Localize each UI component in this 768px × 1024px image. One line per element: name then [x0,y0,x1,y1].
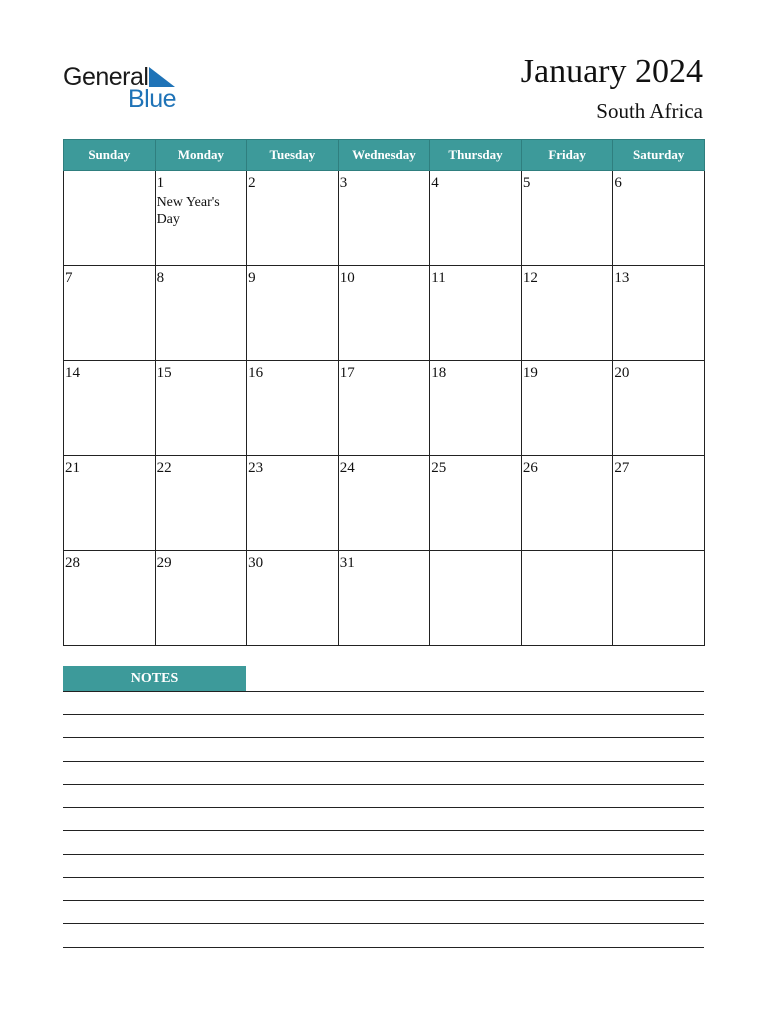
day-cell [338,361,430,456]
day-cell [613,266,705,361]
day-number: 6 [614,175,622,191]
day-number: 1 [156,175,165,191]
day-number: 21 [65,460,80,476]
calendar-week [64,171,705,266]
notes-line [63,691,704,692]
day-cell [521,171,613,266]
weekday-header: Friday [521,140,613,171]
day-cell [613,361,705,456]
day-number: 16 [248,365,264,381]
day-cell [64,171,156,266]
day-cell [64,551,156,646]
day-number [64,171,155,174]
day-cell [155,456,247,551]
day-cell [247,361,339,456]
day-number: 10 [339,270,355,286]
day-cell [521,456,613,551]
notes-line [63,877,704,878]
weekday-header: Saturday [613,140,705,171]
notes-line [63,784,704,785]
day-number: 29 [156,555,172,571]
calendar-week [64,361,705,456]
day-cell [155,551,247,646]
day-cell [155,171,247,266]
day-number: 22 [156,460,172,476]
weekday-header: Wednesday [338,140,430,171]
day-number: 24 [339,460,355,476]
notes-line [63,854,704,855]
day-cell [247,551,339,646]
day-number: 5 [522,175,531,191]
day-number: 30 [248,555,264,571]
day-cell [247,266,339,361]
day-number: 7 [65,270,73,286]
weekday-header: Monday [155,140,247,171]
month-title: January 2024 [520,53,703,90]
logo-general-text: General [63,63,149,91]
day-number [613,551,704,554]
day-number: 31 [339,555,355,571]
notes-line [63,830,704,831]
day-number: 20 [614,365,630,381]
day-cell [430,171,522,266]
calendar-week [64,551,705,646]
day-cell [430,361,522,456]
day-cell [247,456,339,551]
calendar-week [64,266,705,361]
day-cell [613,551,705,646]
day-number: 8 [156,270,165,286]
day-number: 9 [248,270,256,286]
day-cell [430,551,522,646]
day-cell [155,266,247,361]
day-cell [613,171,705,266]
day-number: 26 [522,460,538,476]
notes-header: NOTES [63,666,246,691]
weekday-header-row [64,140,705,171]
country-name: South Africa [596,99,703,123]
notes-line [63,900,704,901]
day-number: 4 [431,175,439,191]
day-cell [64,266,156,361]
calendar-week [64,456,705,551]
weekday-header: Thursday [430,140,522,171]
day-cell [521,551,613,646]
day-number: 13 [614,270,630,286]
day-cell [247,171,339,266]
logo-blue-text: Blue [128,85,177,113]
notes-line [63,923,704,924]
day-cell [521,266,613,361]
day-cell [64,361,156,456]
day-number: 11 [431,270,446,286]
day-number: 27 [614,460,630,476]
day-number: 12 [522,270,538,286]
generalblue-logo [63,62,183,114]
day-cell [430,456,522,551]
notes-line [63,714,704,715]
day-number: 19 [522,365,538,381]
day-cell [155,361,247,456]
day-cell [338,456,430,551]
day-number [430,551,521,554]
day-cell [338,266,430,361]
day-cell [613,456,705,551]
day-number: 17 [339,365,355,381]
notes-line [63,947,704,948]
day-number: 3 [339,175,348,191]
day-cell [64,456,156,551]
day-number [522,551,613,554]
day-number: 14 [65,365,80,381]
day-number: 25 [431,460,447,476]
day-number: 15 [156,365,172,381]
holiday-label: New Year's Day [156,195,220,227]
day-number: 28 [65,555,80,571]
notes-line [63,807,704,808]
day-number: 2 [248,175,256,191]
weekday-header: Tuesday [247,140,339,171]
notes-line [63,737,704,738]
calendar-grid [63,139,705,646]
day-number: 18 [431,365,447,381]
weekday-header: Sunday [64,140,156,171]
day-cell [430,266,522,361]
day-cell [521,361,613,456]
notes-line [63,761,704,762]
day-cell [338,171,430,266]
day-cell [338,551,430,646]
day-number: 23 [248,460,264,476]
